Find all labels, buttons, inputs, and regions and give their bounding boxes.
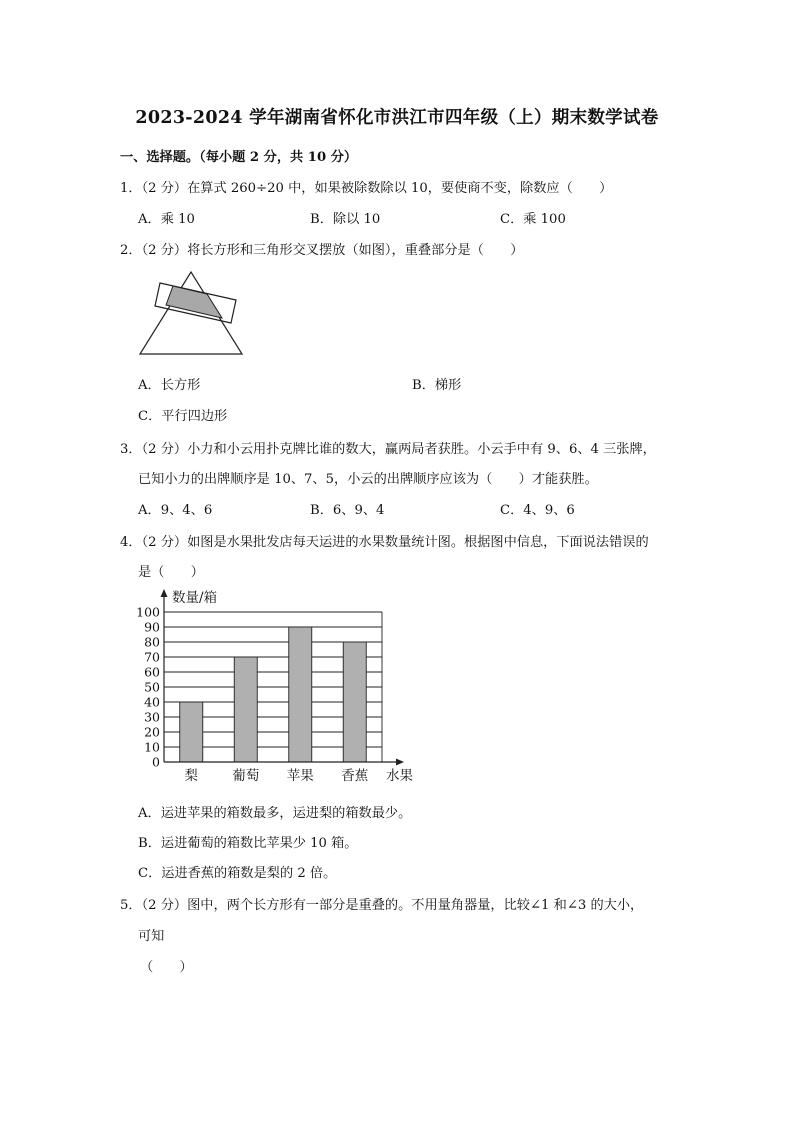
x-category-label: 葡萄 <box>232 768 260 784</box>
overlap-region <box>166 286 222 318</box>
question-2-stem: 2．（2 分）将长方形和三角形交叉摆放（如图），重叠部分是（ ） <box>120 243 524 258</box>
question-5-answer-blank: （ ） <box>140 960 193 975</box>
question-4-stem-cont: 是（ ） <box>138 565 204 580</box>
y-axis-arrow <box>161 589 168 597</box>
x-category-label: 香蕉 <box>341 768 369 784</box>
question-3-option-c: C．4、9、6 <box>500 503 575 518</box>
y-tick-label: 100 <box>136 604 160 620</box>
y-tick-label: 80 <box>144 634 160 650</box>
question-3-option-a: A．9、4、6 <box>138 503 213 518</box>
question-2-option-a: A．长方形 <box>138 378 201 393</box>
question-3-stem-cont: 已知小力的出牌顺序是 10、7、5，小云的出牌顺序应该为（ ）才能获胜。 <box>138 472 598 487</box>
fruit-bar-chart <box>130 585 430 790</box>
question-1-option-c: C．乘 100 <box>500 212 566 227</box>
y-tick-label: 40 <box>144 694 160 710</box>
bar <box>289 627 312 762</box>
y-tick-label: 90 <box>144 619 160 635</box>
bar <box>343 642 366 762</box>
question-3-stem: 3．（2 分）小力和小云用扑克牌比谁的数大，赢两局者获胜。小云手中有 9、6、4 三张牌， <box>120 442 656 457</box>
triangle-shape <box>140 272 242 354</box>
question-4-option-b: B．运进葡萄的箱数比苹果少 10 箱。 <box>138 836 358 851</box>
question-5-stem: 5．（2 分）图中，两个长方形有一部分是重叠的。不用量角器量，比较∠1 和∠3 的大小， <box>120 898 644 913</box>
page-title: 2023-2024 学年湖南省怀化市洪江市四年级（上）期末数学试卷 <box>135 108 659 128</box>
question-4-option-c: C．运进香蕉的箱数是梨的 2 倍。 <box>138 866 337 881</box>
y-tick-label: 60 <box>144 664 160 680</box>
y-tick-label: 30 <box>144 709 160 725</box>
y-axis-label: 数量/箱 <box>172 590 218 606</box>
y-tick-label: 50 <box>144 679 160 695</box>
question-3-option-b: B．6、9、4 <box>310 503 385 518</box>
x-category-label: 苹果 <box>286 768 314 784</box>
y-tick-label: 10 <box>144 739 160 755</box>
x-axis-label: 水果 <box>386 768 413 784</box>
question-2-option-b: B．梯形 <box>412 378 462 393</box>
question-2-option-c: C．平行四边形 <box>138 409 228 424</box>
y-tick-label: 0 <box>152 754 160 770</box>
y-tick-label: 70 <box>144 649 160 665</box>
y-tick-label: 20 <box>144 724 160 740</box>
question-1-option-a: A．乘 10 <box>138 212 195 227</box>
question-1-option-b: B．除以 10 <box>310 212 381 227</box>
x-axis-arrow <box>396 759 404 766</box>
question-4-option-a: A．运进苹果的箱数最多，运进梨的箱数最少。 <box>138 806 412 821</box>
x-category-label: 梨 <box>184 768 198 784</box>
triangle-rectangle-figure <box>130 268 250 360</box>
bar <box>234 657 257 762</box>
question-4-stem: 4．（2 分）如图是水果批发店每天运进的水果数量统计图。根据图中信息，下面说法错误的 <box>120 535 649 550</box>
section-heading: 一、选择题。（每小题 2 分，共 10 分） <box>120 150 358 165</box>
question-1-stem: 1．（2 分）在算式 260÷20 中，如果被除数除以 10，要使商不变，除数应（ ） <box>120 181 613 196</box>
question-5-stem-cont: 可知 <box>138 929 165 944</box>
bar <box>180 702 203 762</box>
